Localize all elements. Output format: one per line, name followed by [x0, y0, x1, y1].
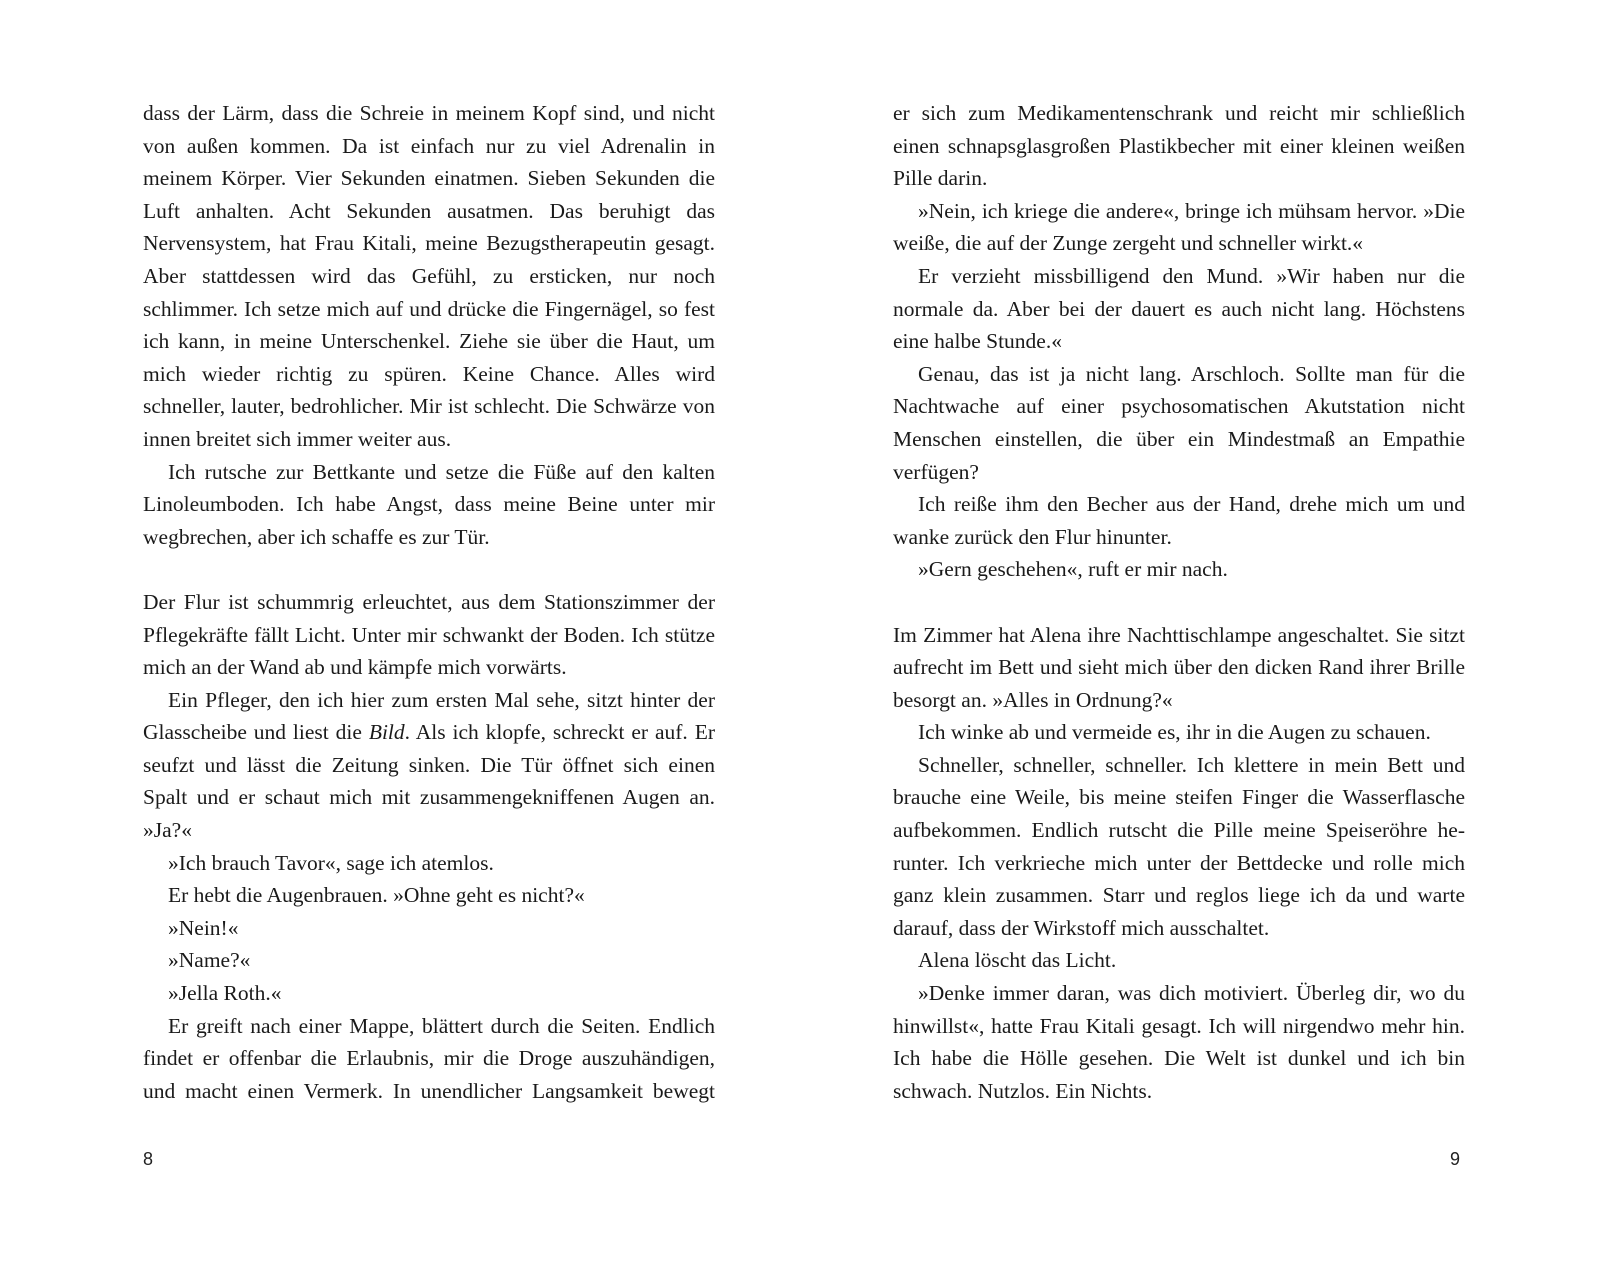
dialogue-line: »Nein!« [168, 915, 239, 940]
paragraph: Ich reiße ihm den Becher aus der Hand, drehe mich um und wanke zurück den Flur hinunter. [893, 492, 1465, 549]
paragraph: Ich rutsche zur Bettkante und setze die Füße auf den kalten Linoleumboden. Ich habe Angst, dass meine Beine unter mir wegbrechen, aber ich schaffe es zur Tür. [143, 459, 715, 549]
paragraph: Alena löscht das Licht. [918, 948, 1117, 973]
paragraph: »Denke immer daran, was dich motiviert. Überleg dir, wo du hinwillst«, hatte Frau Kitali gesagt. Ich will nirgendwo mehr hin. Ich habe die Hölle gesehen. Die Welt ist dunkel und ich bin schwach. Nutzlos. Ein Nichts. [893, 981, 1465, 1103]
paragraph: Genau, das ist ja nicht lang. Arschloch. Sollte man für die Nachtwache auf einer psychosomatischen Akutstation nicht Menschen einstellen, die über ein Mindestmaß an Empathie verfügen? [893, 361, 1465, 484]
paragraph: Schneller, schneller, schneller. Ich klettere in mein Bett und brauche eine Weile, bis meine steifen Finger die Wasserflasche aufbekommen. Endlich rutscht die Pille meine Speiseröhre herunter. Ich verkrieche mich unter der Bettdecke und rolle mich ganz klein zusammen. Starr und reglos liege ich da und warte darauf, dass der Wirkstoff mich ausschaltet. [893, 752, 1465, 940]
paragraph: »Nein, ich kriege die andere«, bringe ich mühsam hervor. »Die weiße, die auf der Zunge zergeht und schneller wirkt.« [893, 198, 1465, 256]
paragraph: Im Zimmer hat Alena ihre Nachttischlampe angeschaltet. Sie sitzt aufrecht im Bett und sieht mich über den dicken Rand ihrer Brille besorgt an. »Alles in Ordnung?« [893, 622, 1465, 712]
newspaper-title: Bild [368, 720, 405, 745]
page-number-left: 8 [143, 1149, 154, 1169]
paragraph: er sich zum Medikamentenschrank und reicht mir schließlich einen schnapsglasgroßen Plastikbecher mit einer kleinen weißen Pille darin. [893, 101, 1465, 191]
dialogue-line: »Ich brauch Tavor«, sage ich atemlos. [168, 850, 494, 875]
paragraph: Er verzieht missbilligend den Mund. »Wir haben nur die normale da. Aber bei der dauert es auch nicht lang. Höchstens eine halbe Stunde.« [893, 263, 1465, 354]
page-number-right: 9 [1450, 1149, 1461, 1169]
paragraph-text: Ein Pfleger, den ich hier zum ersten Mal sehe, sitzt hinter der Glasscheibe und liest die [143, 687, 715, 745]
right-page [893, 97, 1465, 1107]
paragraph-text: . Als ich klopfe, schreckt er auf. Er seufzt und lässt die Zeitung sinken. Die Tür öffnet sich einen Spalt und er schaut mich mit zusammengekniffenen Augen an. »Ja?« [143, 720, 715, 843]
dialogue-line: »Jella Roth.« [168, 981, 282, 1006]
paragraph [143, 684, 715, 847]
dialogue-line: »Gern geschehen«, ruft er mir nach. [918, 557, 1228, 582]
dialogue-line: Er hebt die Augenbrauen. »Ohne geht es nicht?« [168, 883, 585, 908]
paragraph: Ich winke ab und vermeide es, ihr in die Augen zu schauen. [918, 720, 1431, 745]
paragraph: Er greift nach einer Mappe, blättert durch die Seiten. Endlich findet er offenbar die Erlaubnis, mir die Droge auszuhändigen, und macht einen Vermerk. In unendlicher Langsamkeit bewegt [143, 1013, 715, 1103]
paragraph: dass der Lärm, dass die Schreie in meinem Kopf sind, und nicht von außen kommen. Da ist einfach nur zu viel Adrenalin in meinem Körper. Vier Sekunden einatmen. Sieben Sekunden die Luft anhalten. Acht Sekunden ausatmen. Das beruhigt das Nervensystem, hat Frau Kitali, meine Bezugstherapeutin gesagt. Aber stattdessen wird das Gefühl, zu ersticken, nur noch schlimmer. Ich setze mich auf und drücke die Fingernägel, so fest ich kann, in meine Unterschenkel. Ziehe sie über die Haut, um mich wieder richtig zu spüren. Keine Chance. Alles wird schneller, lauter, bedrohlicher. Mir ist schlecht. Die Schwärze von innen breitet sich immer weiter aus. [143, 101, 715, 451]
left-page [143, 97, 715, 1107]
paragraph: Der Flur ist schummrig erleuchtet, aus dem Stationszimmer der Pflegekräfte fällt Licht. Unter mir schwankt der Boden. Ich stütze mich an der Wand ab und kämpfe mich vorwärts. [143, 589, 715, 680]
dialogue-line: »Name?« [168, 948, 251, 973]
